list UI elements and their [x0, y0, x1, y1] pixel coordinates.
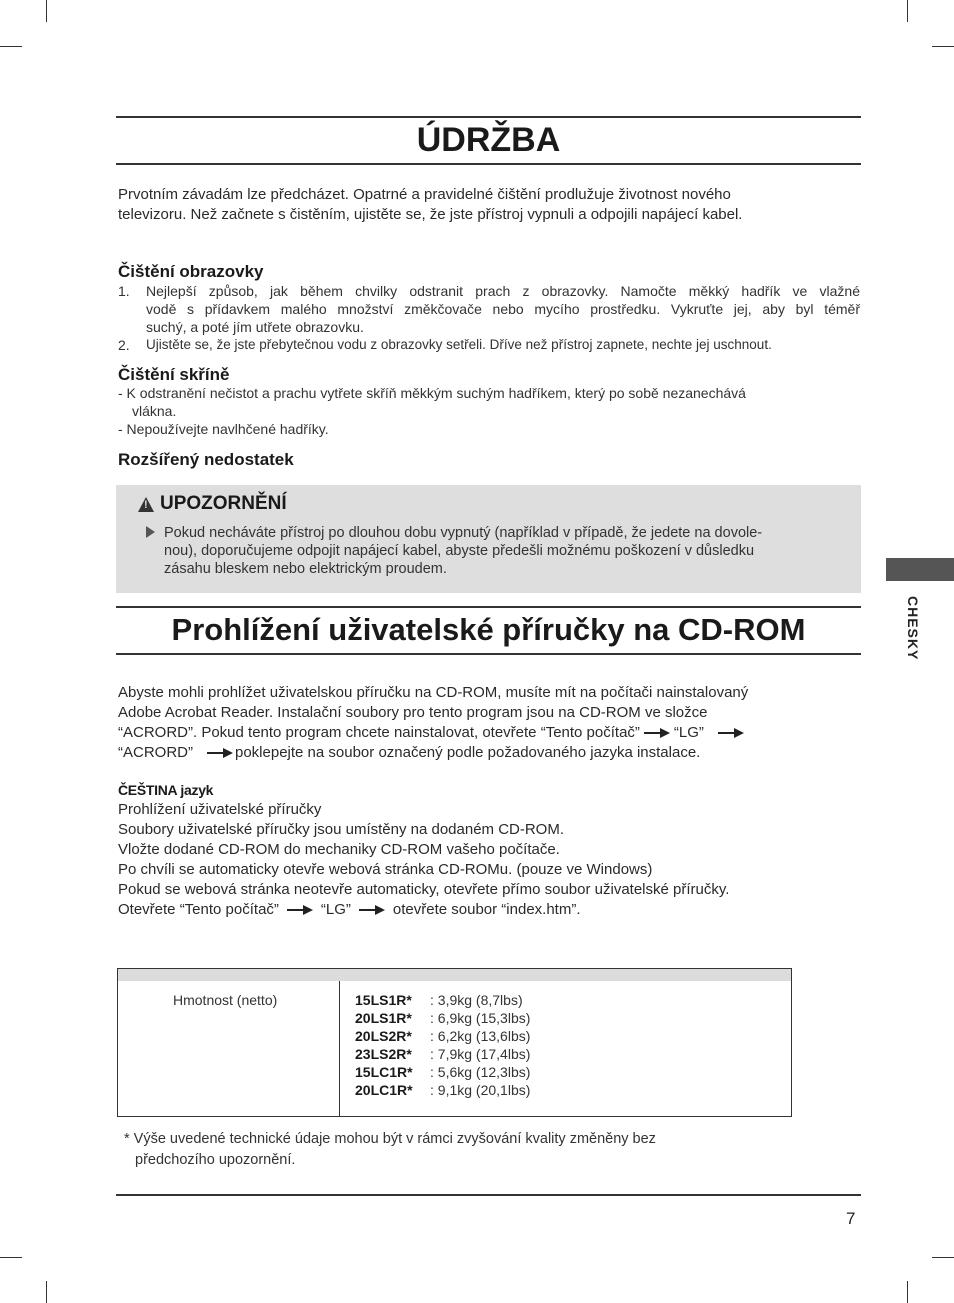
czech-text-part: otevřete soubor “index.htm”.: [392, 901, 581, 918]
screen-cleaning-heading: Čištění obrazovky: [118, 262, 264, 281]
model-name: 15LS1R*: [355, 992, 412, 1008]
list-number: 1.: [118, 283, 130, 299]
section2-rule-bottom: [116, 653, 861, 655]
table-row: [355, 991, 530, 1009]
table-row: [355, 1081, 530, 1099]
crop-mark: [46, 1281, 47, 1303]
list-item: [118, 282, 860, 336]
cd-line: Abyste mohli prohlížet uživatelskou příručku na CD-ROM, musíte mít na počítači nainstalovaný: [118, 684, 749, 701]
warning-box: [116, 485, 861, 593]
cabinet-cleaning-text: [118, 384, 860, 438]
model-name: 20LC1R*: [355, 1082, 413, 1098]
screen-cleaning-list: [118, 282, 860, 362]
table-row: [355, 1027, 530, 1045]
page-number: 7: [846, 1209, 856, 1228]
cabinet-line: - Nepoužívejte navlhčené hadříky.: [118, 421, 329, 437]
arrow-icon: [644, 728, 670, 738]
model-weight: : 6,9kg (15,3lbs): [430, 1010, 531, 1026]
list-item: [118, 336, 860, 354]
table-row: [355, 1063, 530, 1081]
cd-text: “ACRORD”. Pokud tento program chcete nainstalovat, otevřete “Tento počítač”: [118, 724, 640, 741]
cabinet-line: - K odstranění nečistot a prachu vytřete skříň měkkým suchým hadříkem, který po sobě nezanechává: [118, 385, 746, 401]
language-tab: [886, 558, 954, 581]
czech-line: Prohlížení uživatelské příručky: [118, 801, 322, 818]
spec-table-divider: [339, 981, 340, 1116]
crop-mark: [0, 46, 22, 47]
cabinet-cleaning-heading: Čištění skříně: [118, 365, 230, 384]
crop-mark: [932, 1257, 954, 1258]
spec-table: [117, 968, 792, 1117]
cd-line: Adobe Acrobat Reader. Instalační soubory pro tento program jsou na CD-ROM ve složce: [118, 704, 708, 721]
intro-text: [118, 185, 742, 225]
cabinet-line: vlákna.: [132, 403, 177, 419]
model-name: 15LC1R*: [355, 1064, 413, 1080]
cd-text: “ACRORD”: [118, 744, 193, 761]
list-text: [146, 282, 860, 336]
intro-line: televizoru. Než začnete s čistěním, ujistěte se, že jste přístroj vypnuli a odpojili napájecí kabel.: [118, 206, 743, 223]
cd-line: [118, 723, 860, 743]
footnote-line: * Výše uvedené technické údaje mohou být v rámci zvyšování kvality změněny bez: [124, 1131, 656, 1147]
language-label: CHESKY: [905, 596, 921, 661]
intro-line: Prvotním závadám lze předcházet. Opatrné a pravidelné čištění prodlužuje životnost nového: [118, 186, 731, 203]
arrow-icon: [207, 748, 233, 758]
section2-title: Prohlížení uživatelské příručky na CD-ROM: [171, 612, 806, 647]
cd-intro-text: [118, 683, 860, 763]
czech-line: Soubory uživatelské příručky jsou umístěny na dodaném CD-ROM.: [118, 821, 565, 838]
title-rule-bottom: [116, 163, 861, 165]
warning-title-text: UPOZORNĚNÍ: [160, 493, 287, 514]
czech-text-part: Otevřete “Tento počítač”: [118, 901, 279, 918]
model-name: 23LS2R*: [355, 1046, 412, 1062]
arrow-icon: [359, 905, 385, 915]
triangle-bullet-icon: [146, 526, 155, 538]
crop-mark: [932, 46, 954, 47]
warning-triangle-icon: [138, 497, 154, 512]
arrow-icon: [718, 728, 744, 738]
model-weight: : 6,2kg (13,6lbs): [430, 1028, 531, 1044]
czech-text: [118, 800, 729, 920]
extended-absence-heading: Rozšířený nedostatek: [118, 450, 294, 469]
spec-table-header: [118, 969, 791, 981]
czech-line: Pokud se webová stránka neotevře automaticky, otevřete přímo soubor uživatelské příručky.: [118, 881, 730, 898]
footer-rule: [116, 1194, 861, 1196]
warning-line: Pokud necháváte přístroj po dlouhou dobu vypnutý (například v případě, že jedete na dovole-: [164, 525, 763, 541]
warning-title: [138, 493, 287, 515]
list-text: [146, 336, 860, 354]
list-number: 2.: [118, 337, 130, 353]
model-weight: : 3,9kg (8,7lbs): [430, 992, 523, 1008]
cd-text: “LG”: [673, 724, 704, 741]
section2-rule-top: [116, 606, 861, 608]
model-name: 20LS2R*: [355, 1028, 412, 1044]
cd-line: [118, 743, 860, 763]
model-weight: : 9,1kg (20,1lbs): [430, 1082, 531, 1098]
list-line: Nejlepší způsob, jak během chvilky odstranit prach z obrazovky. Namočte měkký hadřík ve vlažné: [146, 283, 860, 299]
warning-line: zásahu bleskem nebo elektrickým proudem.: [164, 561, 447, 577]
table-row: [355, 1045, 530, 1063]
cd-text: poklepejte na soubor označený podle požadovaného jazyka instalace.: [235, 744, 701, 761]
footnote: [124, 1129, 656, 1171]
czech-text-part: “LG”: [320, 901, 351, 918]
list-line: suchý, a poté jím utřete obrazovku.: [146, 319, 364, 335]
spec-label: Hmotnost (netto): [173, 992, 278, 1008]
crop-mark: [46, 0, 47, 22]
crop-mark: [907, 0, 908, 22]
czech-line: [118, 900, 729, 920]
warning-line: nou), doporučujeme odpojit napájecí kabel, abyste předešli možnému poškození v důsledku: [164, 543, 755, 559]
czech-heading: ČEŠTINA jazyk: [118, 782, 214, 798]
spec-rows: [355, 991, 530, 1099]
list-line: vodě s přídavkem malého množství změkčovače nebo mycího prostředku. Vykruťte jej, aby byl téměř: [146, 301, 860, 317]
crop-mark: [907, 1281, 908, 1303]
page-title: ÚDRŽBA: [416, 121, 561, 159]
czech-line: Vložte dodané CD-ROM do mechaniky CD-ROM vašeho počítače.: [118, 841, 560, 858]
model-weight: : 5,6kg (12,3lbs): [430, 1064, 531, 1080]
footnote-line: předchozího upozornění.: [135, 1152, 296, 1168]
warning-body: [164, 524, 834, 578]
model-weight: : 7,9kg (17,4lbs): [430, 1046, 531, 1062]
arrow-icon: [287, 905, 313, 915]
title-rule-top: [116, 116, 861, 118]
crop-mark: [0, 1257, 22, 1258]
model-name: 20LS1R*: [355, 1010, 412, 1026]
czech-line: Po chvíli se automaticky otevře webová stránka CD-ROMu. (pouze ve Windows): [118, 861, 653, 878]
table-row: [355, 1009, 530, 1027]
list-line: Ujistěte se, že jste přebytečnou vodu z obrazovky setřeli. Dříve než přístroj zapnete, nechte jej uschnout.: [146, 337, 772, 352]
